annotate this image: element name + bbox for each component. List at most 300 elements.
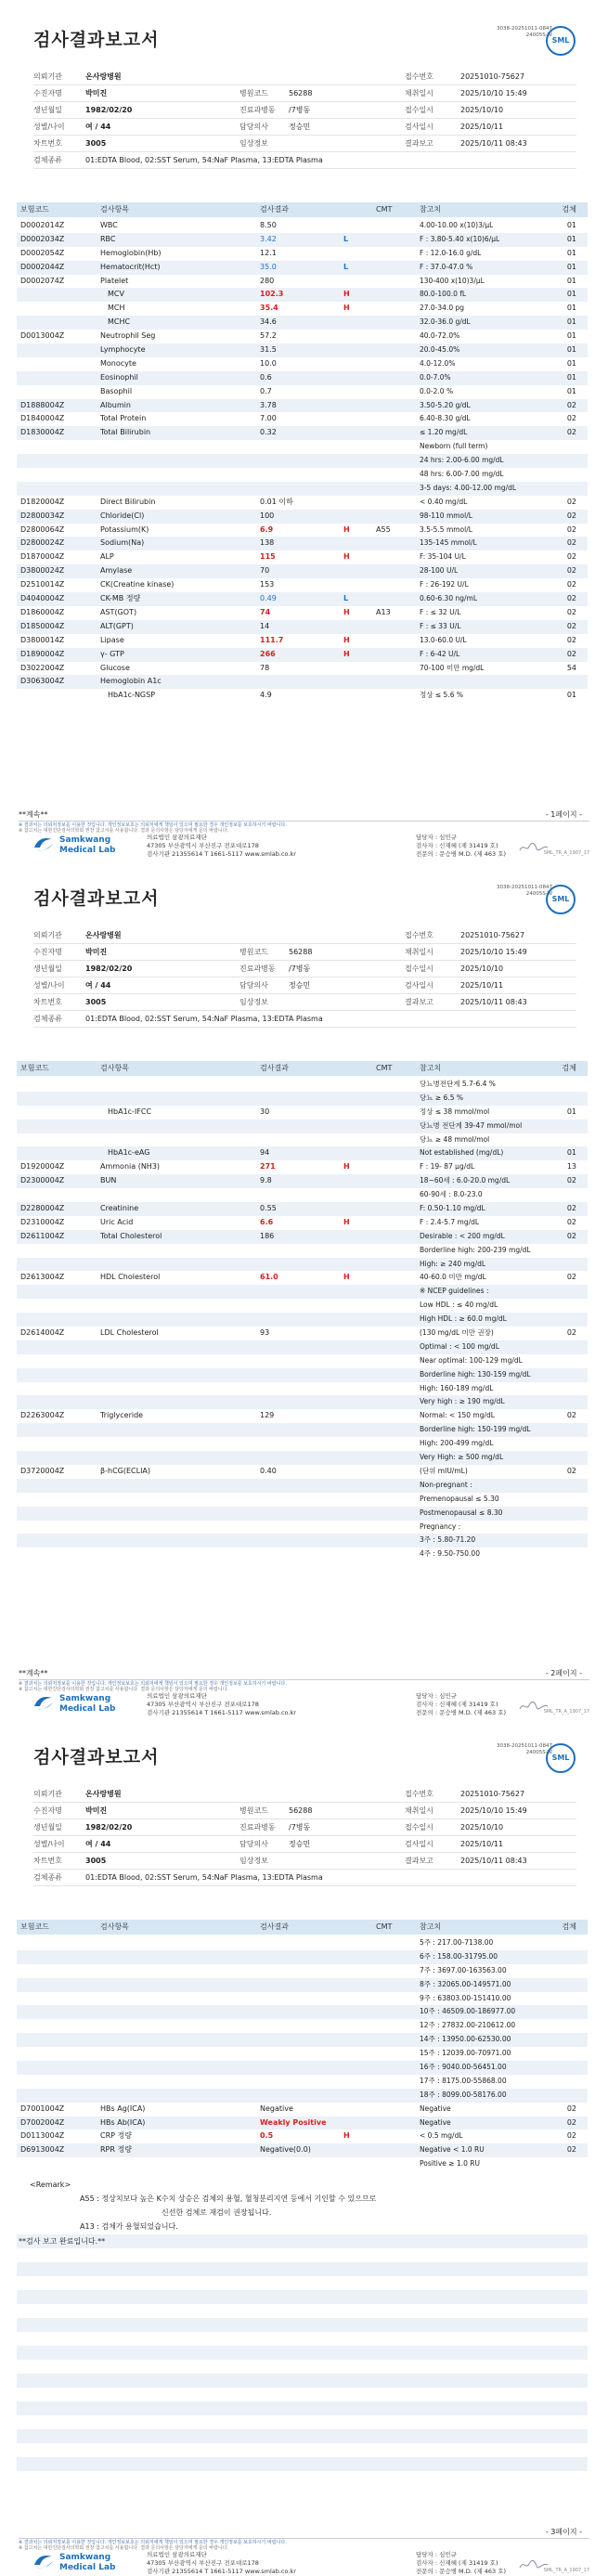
reference-range: F : 6-42 U/L [420,649,460,658]
info-label: 성별/나이 [33,123,65,131]
reference-range: F: 0.50-1.10 mg/dL [420,1204,485,1213]
test-name: γ- GTP [100,649,124,658]
col-header-reference: 참고치 [420,205,442,214]
results-table-header [17,1061,588,1076]
table-row [17,1395,588,1409]
test-code: D2613004Z [20,1273,65,1282]
test-name: ALP [100,552,114,562]
info-label: 접수일시 [405,1823,433,1832]
signatory-line: 전문의 : 문승병 M.D. (제 463 호) [416,850,507,858]
info-label: 진료과병동 [239,1823,276,1832]
reference-range: F : 19- 87 μg/dL [420,1162,475,1171]
specimen-code: 01 [566,304,576,313]
address-line: 47305 부산광역시 부산진구 전포대로178 [147,2559,259,2567]
specimen-code: 02 [566,566,576,576]
table-row [17,675,588,689]
info-value: 2025/10/10 15:49 [460,89,527,97]
info-row [33,102,576,119]
test-name: Amylase [100,566,133,576]
reference-range: 18~60세 : 6.0-20.0 mg/dL [420,1176,511,1185]
info-label: 수진자명 [33,948,62,956]
info-row [33,944,576,961]
table-row [17,1133,588,1147]
abnormal-flag: H [343,290,350,299]
signatories [416,2551,506,2576]
sml-logo-icon: SML [546,885,576,914]
test-code: D3720004Z [20,1466,65,1475]
info-label: 의뢰기관 [33,72,62,81]
test-name: Triglyceride [100,1411,144,1420]
reference-range: Pregnancy : [420,1521,461,1531]
abnormal-flag: H [343,1217,350,1226]
test-result: 3.78 [260,400,277,409]
filler-row [17,2346,588,2360]
table-row [17,247,588,261]
table-row [17,1146,588,1160]
col-header-specimen: 검체 [562,1922,576,1931]
reference-range: Premenopausal ≤ 5.30 [420,1494,499,1503]
sml-logo-icon [32,1692,58,1715]
test-result: 0.01 이하 [260,497,293,506]
table-row [17,2116,588,2130]
test-result: 30 [260,1107,270,1116]
test-name: Direct Bilirubin [100,497,156,506]
table-row [17,1521,588,1534]
test-result: 70 [260,566,270,576]
table-row [17,288,588,302]
info-value: 20251010-75627 [460,1790,525,1798]
test-result: 57.2 [260,331,277,341]
col-header-reference: 참고치 [420,1064,442,1072]
footer-note: ※ 참고치는 대한진단검사의학회 권장 참고치를 사용합니다. 결과 문의사항은 담당자에게 문의 바랍니다. [19,828,229,834]
col-header-code: 보험코드 [20,1922,49,1931]
test-code: D3022004Z [20,663,65,672]
specimen-code: 13 [566,1162,576,1171]
table-row [17,1120,588,1133]
reference-range: 13.0-60.0 U/L [420,635,467,644]
reference-range: 18주 : 8099.00-58176.00 [420,2090,507,2099]
table-row [17,1244,588,1258]
test-name: HbA1c-NGSP [108,691,156,700]
specimen-code: 02 [566,2117,576,2127]
col-header-specimen: 검체 [562,1064,576,1072]
info-value: 2025/10/11 08:43 [460,998,527,1006]
test-result: 9.8 [260,1176,272,1185]
specimen-code: 54 [566,663,576,672]
reference-range: 130-400 x(10)3/μL [420,276,485,285]
abnormal-flag: H [343,2131,350,2141]
table-row [17,564,588,578]
reference-range: 17주 : 8175.00-55868.00 [420,2076,507,2085]
form-version: SML_TR_A_1907_17 [543,1709,589,1715]
test-name: Lymphocyte [100,345,146,355]
specimen-code: 01 [566,262,576,271]
test-code: D4040004Z [20,594,65,603]
test-result: 129 [260,1411,275,1420]
table-row [17,412,588,426]
specimen-code: 02 [566,1466,576,1475]
specimen-types: 01:EDTA Blood, 02:SST Serum, 54:NaF Plasma, 13:EDTA Plasma [85,156,323,164]
reference-range: Optimal : < 100 mg/dL [420,1341,499,1351]
test-code: D1830004Z [20,428,65,437]
table-row [17,371,588,385]
info-label: 의뢰기관 [33,931,62,939]
specimen-code: 02 [566,524,576,534]
info-row [33,1803,576,1819]
info-label: 의뢰기관 [33,1790,62,1798]
info-label: 성별/나이 [33,1840,65,1848]
test-name: Neutrophil Seg [100,331,156,341]
table-row [17,261,588,275]
abnormal-flag: H [343,552,350,562]
info-value: 3005 [85,139,107,148]
test-comment: A13 [376,607,391,616]
reference-range: 0.60-6.30 ng/mL [420,594,478,603]
info-label: 검체종류 [33,1015,62,1023]
sml-logo-icon [32,2551,58,2573]
specimen-code: 02 [566,497,576,506]
report-title: 검사결과보고서 [33,1747,160,1767]
test-name: Total Bilirubin [100,428,151,437]
filler-row [17,2374,588,2388]
test-name: RPR 정량 [100,2145,132,2155]
info-value: 56288 [289,1806,313,1815]
company-address [147,834,296,859]
table-row [17,550,588,564]
table-row [17,1327,588,1340]
test-code: D6913004Z [20,2145,65,2155]
info-value: 1982/02/20 [85,1823,133,1832]
test-name: HBs Ab(ICA) [100,2117,146,2127]
info-label: 검사일시 [405,1840,433,1848]
reference-range: 정상 ≤ 38 mmol/mol [420,1107,490,1116]
test-result: 0.40 [260,1466,277,1475]
test-result: 280 [260,276,275,285]
company-name-line: Medical Lab [59,1704,116,1714]
specimen-code: 02 [566,1273,576,1282]
info-label: 진료과병동 [239,106,276,114]
info-value: 2025/10/11 [460,123,504,131]
info-value: 2025/10/11 [460,981,504,990]
test-result: Negative [260,2104,293,2113]
reference-range: 16주 : 9040.00-56451.00 [420,2063,507,2072]
test-code: D0002014Z [20,221,65,229]
specimen-code: 02 [566,594,576,603]
test-code: D2280004Z [20,1204,65,1213]
test-name: Creatinine [100,1204,139,1213]
info-value: 여 / 44 [85,981,111,990]
form-version: SML_TR_A_1907_17 [543,2568,589,2573]
test-name: Lipase [100,635,124,644]
address-line: 검사기관 21355614 T 1661-5117 www.smlab.co.kr [147,1709,296,1716]
report-title: 검사결과보고서 [33,30,160,50]
results-table-header [17,202,588,217]
reference-range: 당뇨 ≥ 48 mmol/mol [420,1134,490,1144]
test-name: Total Protein [100,414,147,423]
company-name-line: Samkwang [59,835,111,845]
info-label: 차트번호 [33,1857,62,1865]
test-result: 3.42 [260,234,277,243]
specimen-code: 01 [566,386,576,395]
reference-range: Near optimal: 100-129 mg/dL [420,1355,523,1365]
info-label: 담당의사 [239,123,268,131]
test-result: 8.50 [260,221,277,229]
test-code: D0002034Z [20,234,65,243]
table-row [17,496,588,510]
reference-range: 정상 ≤ 5.6 % [420,691,463,700]
table-row [17,1174,588,1188]
test-name: Total Cholesterol [100,1231,162,1240]
test-name: Uric Acid [100,1217,134,1226]
table-row [17,620,588,634]
table-row [17,1964,588,1978]
info-row [33,85,576,102]
specimen-code: 02 [566,1231,576,1240]
specimen-code: 01 [566,234,576,243]
reference-range: Borderline high: 200-239 mg/dL [420,1245,531,1254]
info-label: 검사일시 [405,123,433,131]
footer-note: ※ 결과치는 의뢰처정보를 이용한 것입니다. 개인정보보호는 의뢰처에게 책임이 있으며 필요한 경우 개인정보를 보호하시기 바랍니다. [19,822,287,828]
info-label: 차트번호 [33,139,62,148]
info-value: /7병동 [289,1823,311,1832]
test-result: 111.7 [260,635,284,644]
info-label: 진료과병동 [239,964,276,973]
info-value: 2025/10/11 [460,1840,504,1848]
sml-mark-icon [32,2551,56,2571]
table-row [17,2047,588,2061]
reference-range: 0.0-7.0% [420,372,451,382]
specimen-types: 01:EDTA Blood, 02:SST Serum, 54:NaF Plasma, 13:EDTA Plasma [85,1873,323,1882]
table-row [17,275,588,289]
company-name [59,835,115,856]
test-code: D2263004Z [20,1411,65,1420]
remark-line: A55 : 정상치보다 높은 K수치 상승은 검체의 용혈, 혈청분리지연 등에서 기인할 수 있으므로 [80,2194,377,2204]
reference-range: F : 3.80-5.40 x(10)6/μL [420,234,500,243]
table-row [17,524,588,537]
reference-range: Not established (mg/dL) [420,1148,504,1158]
info-value: 온사랑병원 [85,72,122,81]
info-value: 여 / 44 [85,123,111,131]
test-result: 7.00 [260,414,277,423]
specimen-code: 01 [566,345,576,355]
test-result: 93 [260,1328,270,1338]
abnormal-flag: L [343,234,349,243]
test-name: Monocyte [100,358,136,368]
specimen-code: 02 [566,1204,576,1213]
reference-range: 60-90세 : 8.0-23.0 [420,1190,483,1199]
test-result: Negative(0.0) [260,2145,311,2155]
filler-row [17,2457,588,2471]
signatories [416,1692,506,1717]
table-row [17,1299,588,1313]
test-result: Weakly Positive [260,2117,327,2127]
reference-range: Negative [420,2104,451,2113]
abnormal-flag: L [343,262,349,271]
address-line: 47305 부산광역시 부산진구 전포대로178 [147,842,259,849]
test-code: D1840004Z [20,414,65,423]
info-value: 온사랑병원 [85,1790,122,1798]
specimen-code: 01 [566,331,576,341]
table-row [17,440,588,454]
company-name-line: Samkwang [59,2553,111,2562]
patient-info [33,927,576,1028]
info-label: 접수번호 [405,72,433,81]
reference-range: 10주 : 46509.00-186977.00 [420,2007,516,2016]
specimen-code: 02 [566,649,576,658]
abnormal-flag: H [343,1273,350,1282]
table-row [17,316,588,330]
info-value: 56288 [289,948,313,956]
table-row [17,1992,588,2006]
col-header-result: 검사결과 [260,1922,289,1931]
test-name: ALT(GPT) [100,621,134,630]
report-page [0,859,608,1717]
table-row [17,1230,588,1244]
col-header-result: 검사결과 [260,205,289,214]
reference-range: 12주 : 27832.00-210612.00 [420,2021,516,2030]
company-name-line: Medical Lab [59,846,116,855]
remark-section [17,2179,588,2471]
barcode-text [497,885,552,898]
test-code: D3800024Z [20,566,65,576]
reference-range: 20.0-45.0% [420,345,460,355]
results-table-body [17,1078,588,1561]
specimen-code: 02 [566,2104,576,2113]
reference-range: 80.0-100.0 fL [420,290,467,299]
test-result: 0.49 [260,594,277,603]
specimen-code: 02 [566,635,576,644]
info-label: 결과보고 [405,998,433,1006]
reference-range: (단위 mIU/mL) [420,1466,468,1475]
table-row [17,2143,588,2157]
sml-mark-icon [32,1692,56,1713]
reference-range: 70-100 미만 mg/dL [420,663,485,672]
info-label: 채취일시 [405,89,433,97]
test-code: D7002004Z [20,2117,65,2127]
test-code: D0013004Z [20,331,65,341]
test-result: 74 [260,607,271,616]
info-row [33,1853,576,1870]
table-row [17,219,588,233]
test-result: 14 [260,621,270,630]
company-address [147,1692,296,1717]
table-row [17,1493,588,1507]
address-line: 의료법인 삼광의료재단 [147,2551,207,2558]
table-row [17,330,588,343]
signatory-line: 검사자 : 신재혜 (제 31419 호) [416,2559,498,2567]
table-row [17,1188,588,1202]
table-row [17,689,588,703]
table-row [17,482,588,496]
info-value: 2025/10/10 15:49 [460,1806,527,1815]
table-row [17,578,588,592]
info-label: 수진자명 [33,1806,62,1815]
col-header-specimen: 검체 [562,205,576,214]
test-code: D2300004Z [20,1176,65,1185]
info-value: 박미진 [85,948,108,956]
reference-range: Newborn (full term) [420,442,488,451]
filler-row [17,2248,588,2262]
results-table-body [17,219,588,703]
reference-range: F : ≤ 33 U/L [420,621,461,630]
specimen-code: 02 [566,580,576,589]
specimen-code: 01 [566,317,576,327]
reference-range: F : 37.0-47.0 % [420,262,473,271]
reference-range: 3-5 days: 4.00-12.00 mg/dL [420,483,517,492]
test-name: MCH [108,304,125,313]
info-label: 결과보고 [405,139,433,148]
table-row [17,1936,588,1950]
barcode-line: 3038-20251011-0847 [497,26,552,32]
sml-mark-icon [32,834,56,854]
reference-range: Negative [420,2117,451,2127]
reference-range: Borderline high: 130-159 mg/dL [420,1369,531,1379]
test-name: Hemoglobin(Hb) [100,248,162,257]
col-header-cmt: CMT [376,1922,393,1931]
table-row [17,1507,588,1521]
filler-row [17,2388,588,2401]
test-result: 102.3 [260,290,284,299]
test-name: Albumin [100,400,131,409]
test-result: 35.4 [260,304,278,313]
test-code: D3063004Z [20,677,65,686]
col-header-item: 검사항목 [100,1064,129,1072]
test-name: Eosinophil [100,372,138,382]
reference-range: 32.0-36.0 g/dL [420,317,471,327]
test-code: D2800024Z [20,538,65,548]
info-value: 2025/10/10 [460,106,504,114]
reference-range: 7주 : 3697.00-163563.00 [420,1965,507,1974]
page-number: - 3페이지 - [545,2528,582,2536]
test-name: HDL Cholesterol [100,1273,161,1282]
reference-range: Very High: ≥ 500 mg/dL [420,1453,504,1462]
col-header-item: 검사항목 [100,1922,129,1931]
col-header-reference: 참고치 [420,1922,442,1931]
company-name [59,2553,115,2573]
test-code: D1870004Z [20,552,65,562]
table-row [17,1382,588,1396]
reference-range: High: 160-189 mg/dL [420,1383,494,1392]
barcode-text [497,1743,552,1756]
info-row [33,136,576,152]
info-value: 20251010-75627 [460,931,525,939]
col-header-cmt: CMT [376,205,393,214]
signatory-line: 담당자 : 심민규 [416,2551,457,2558]
info-value: 2025/10/10 [460,1823,504,1832]
test-result: 31.5 [260,345,277,355]
test-code: D2800034Z [20,511,65,520]
specimen-code: 02 [566,511,576,520]
reference-range: F: 35-104 U/L [420,552,466,562]
patient-info [33,1786,576,1886]
table-row [17,302,588,316]
col-header-item: 검사항목 [100,205,129,214]
reference-range: F : ≤ 32 U/L [420,607,461,616]
footer [17,2545,588,2576]
specimen-code: 01 [566,1148,576,1158]
filler-row [17,2318,588,2332]
page-number: - 1페이지 - [545,810,582,819]
test-result: 6.6 [260,1217,274,1226]
reference-range: 4주 : 9.50-750.00 [420,1549,480,1559]
info-label: 접수번호 [405,1790,433,1798]
reference-range: 135-145 mmol/L [420,538,477,548]
signatories [416,834,506,859]
reference-range: 28-100 U/L [420,566,459,576]
info-label: 수진자명 [33,89,62,97]
table-row [17,1160,588,1174]
table-row [17,537,588,550]
